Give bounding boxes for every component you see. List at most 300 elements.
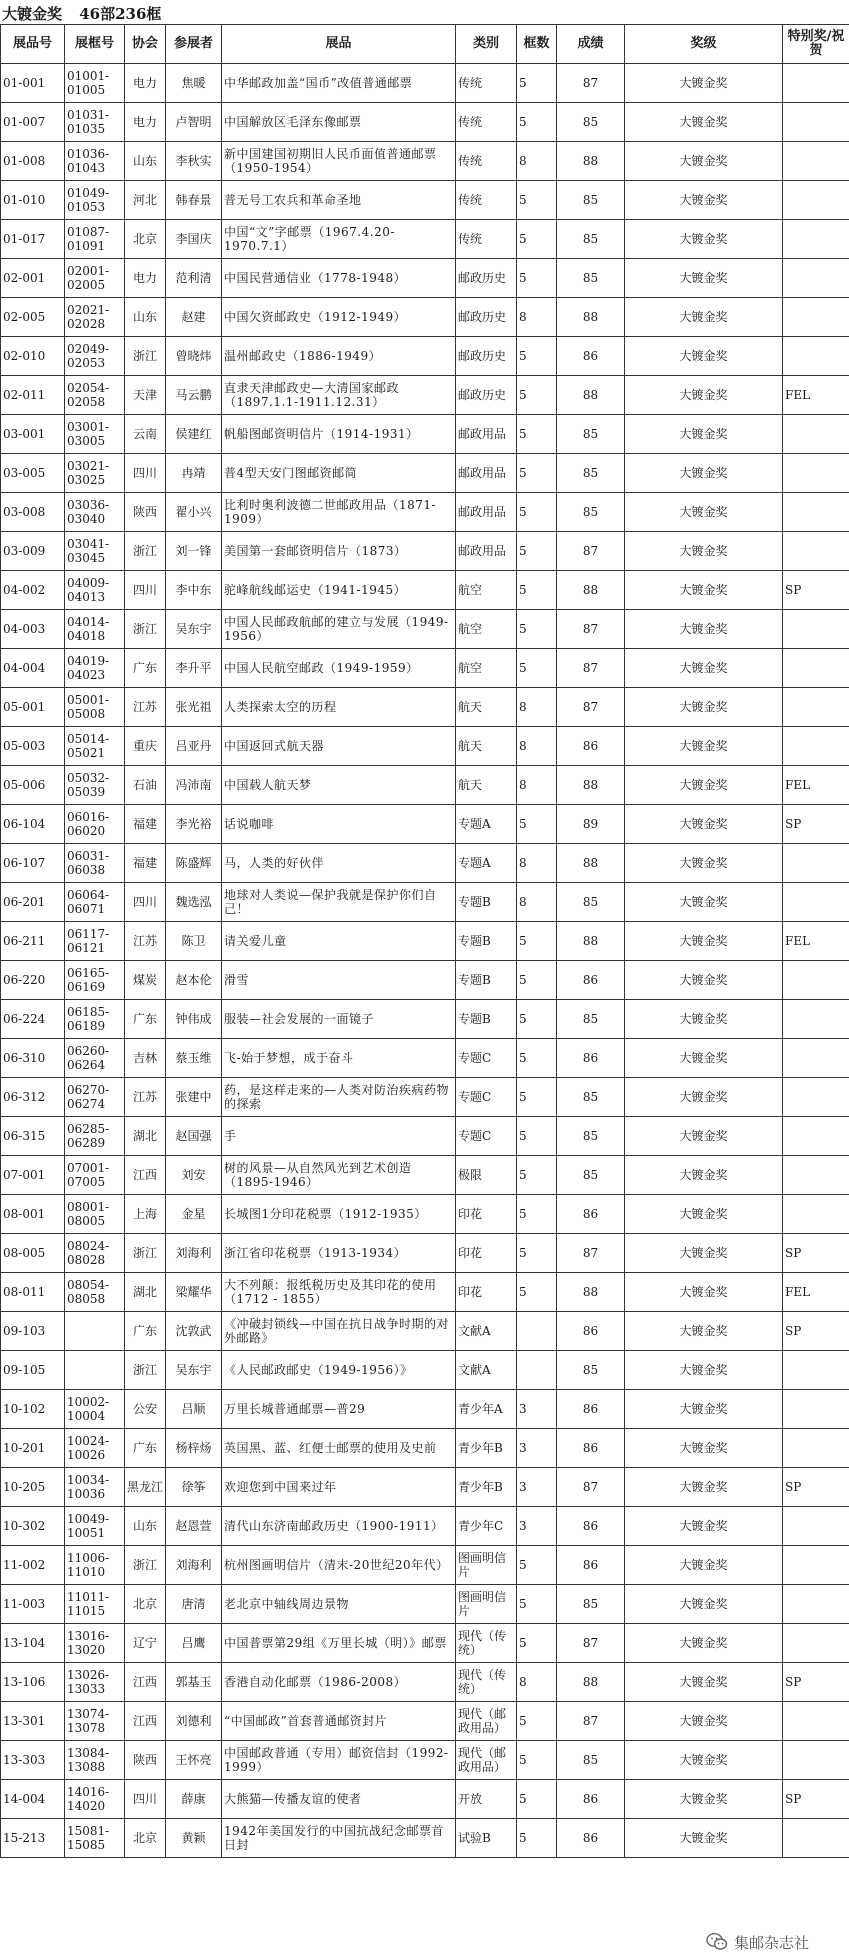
table-row xyxy=(1,1429,849,1468)
cell-award: 大镀金奖 xyxy=(625,805,783,844)
cell-exhibit: 普无号工农兵和革命圣地 xyxy=(222,181,456,220)
cell-exhibit-no: 13-303 xyxy=(1,1741,65,1780)
cell-association: 福建 xyxy=(125,805,166,844)
cell-category: 邮政用品 xyxy=(456,415,517,454)
cell-exhibit: 大熊猫—传播友谊的使者 xyxy=(222,1780,456,1819)
cell-exhibit: 万里长城普通邮票—普29 xyxy=(222,1390,456,1429)
cell-exhibit-no: 02-011 xyxy=(1,376,65,415)
cell-frame-count: 8 xyxy=(517,883,557,922)
cell-exhibit-no: 05-001 xyxy=(1,688,65,727)
cell-special: SP xyxy=(783,1234,849,1273)
table-row xyxy=(1,571,849,610)
cell-exhibit: 地球对人类说—保护我就是保护你们自己！ xyxy=(222,883,456,922)
cell-award: 大镀金奖 xyxy=(625,844,783,883)
cell-exhibit: 中国普票第29组《万里长城（明）》邮票 xyxy=(222,1624,456,1663)
cell-exhibitor: 吴东宇 xyxy=(166,610,222,649)
cell-exhibitor: 侯建红 xyxy=(166,415,222,454)
cell-category: 航空 xyxy=(456,649,517,688)
cell-association: 北京 xyxy=(125,1585,166,1624)
cell-exhibit: 温州邮政史（1886-1949） xyxy=(222,337,456,376)
cell-special xyxy=(783,1078,849,1117)
cell-association: 山东 xyxy=(125,1507,166,1546)
cell-association: 四川 xyxy=(125,454,166,493)
cell-frame-no: 03021-03025 xyxy=(65,454,125,493)
cell-frame-no xyxy=(65,1312,125,1351)
cell-exhibitor: 卢智明 xyxy=(166,103,222,142)
cell-special xyxy=(783,1819,849,1858)
cell-score: 87 xyxy=(557,532,625,571)
cell-special xyxy=(783,1390,849,1429)
header-special: 特别奖/祝贺 xyxy=(783,25,849,64)
cell-award: 大镀金奖 xyxy=(625,1624,783,1663)
cell-score: 86 xyxy=(557,1195,625,1234)
cell-association: 广东 xyxy=(125,649,166,688)
cell-frame-no: 07001-07005 xyxy=(65,1156,125,1195)
cell-frame-no: 01036-01043 xyxy=(65,142,125,181)
cell-frame-no: 02021-02028 xyxy=(65,298,125,337)
cell-frame-count: 8 xyxy=(517,727,557,766)
cell-category: 专题B xyxy=(456,1000,517,1039)
cell-award: 大镀金奖 xyxy=(625,1819,783,1858)
cell-category: 印花 xyxy=(456,1195,517,1234)
cell-association: 福建 xyxy=(125,844,166,883)
cell-category: 邮政历史 xyxy=(456,298,517,337)
cell-score: 88 xyxy=(557,376,625,415)
cell-score: 86 xyxy=(557,1312,625,1351)
cell-special: FEL xyxy=(783,1273,849,1312)
cell-category: 青少年B xyxy=(456,1429,517,1468)
wechat-icon xyxy=(706,1932,728,1952)
table-row xyxy=(1,1585,849,1624)
cell-exhibit-no: 10-205 xyxy=(1,1468,65,1507)
table-row xyxy=(1,844,849,883)
cell-category: 航天 xyxy=(456,688,517,727)
cell-exhibit: 长城图1分印花税票（1912-1935） xyxy=(222,1195,456,1234)
cell-exhibit: 中华邮政加盖“国币”改值普通邮票 xyxy=(222,64,456,103)
cell-frame-count: 3 xyxy=(517,1468,557,1507)
cell-frame-count: 5 xyxy=(517,259,557,298)
cell-special: SP xyxy=(783,805,849,844)
table-row xyxy=(1,883,849,922)
cell-exhibit: 普4型天安门图邮资邮简 xyxy=(222,454,456,493)
header-exhibit: 展品 xyxy=(222,25,456,64)
cell-award: 大镀金奖 xyxy=(625,220,783,259)
cell-frame-no: 05032-05039 xyxy=(65,766,125,805)
cell-exhibitor: 赵建 xyxy=(166,298,222,337)
cell-score: 85 xyxy=(557,1156,625,1195)
cell-exhibit-no: 03-008 xyxy=(1,493,65,532)
cell-exhibit-no: 13-106 xyxy=(1,1663,65,1702)
table-row xyxy=(1,1273,849,1312)
cell-exhibitor: 张建中 xyxy=(166,1078,222,1117)
cell-exhibit-no: 07-001 xyxy=(1,1156,65,1195)
cell-special xyxy=(783,610,849,649)
cell-association: 云南 xyxy=(125,415,166,454)
cell-exhibit-no: 11-003 xyxy=(1,1585,65,1624)
cell-special xyxy=(783,298,849,337)
cell-frame-count: 5 xyxy=(517,1585,557,1624)
cell-exhibit-no: 06-310 xyxy=(1,1039,65,1078)
table-row xyxy=(1,1156,849,1195)
cell-exhibitor: 赵恩萱 xyxy=(166,1507,222,1546)
cell-exhibit: 英国黑、蓝、红便士邮票的使用及史前 xyxy=(222,1429,456,1468)
cell-exhibit-no: 06-220 xyxy=(1,961,65,1000)
awards-table xyxy=(0,24,849,1858)
cell-score: 87 xyxy=(557,1702,625,1741)
cell-association: 四川 xyxy=(125,883,166,922)
cell-association: 北京 xyxy=(125,220,166,259)
table-row xyxy=(1,1819,849,1858)
cell-frame-no: 10024-10026 xyxy=(65,1429,125,1468)
cell-frame-no: 10049-10051 xyxy=(65,1507,125,1546)
header-award: 奖级 xyxy=(625,25,783,64)
cell-frame-count: 5 xyxy=(517,961,557,1000)
cell-special: FEL xyxy=(783,766,849,805)
table-row xyxy=(1,415,849,454)
table-row xyxy=(1,532,849,571)
table-row xyxy=(1,1663,849,1702)
cell-exhibit-no: 03-005 xyxy=(1,454,65,493)
cell-award: 大镀金奖 xyxy=(625,610,783,649)
cell-category: 邮政历史 xyxy=(456,259,517,298)
cell-special: FEL xyxy=(783,376,849,415)
cell-award: 大镀金奖 xyxy=(625,1312,783,1351)
cell-frame-count: 8 xyxy=(517,688,557,727)
cell-exhibitor: 沈敦武 xyxy=(166,1312,222,1351)
cell-special xyxy=(783,1507,849,1546)
cell-score: 87 xyxy=(557,649,625,688)
cell-frame-count: 8 xyxy=(517,142,557,181)
cell-exhibitor: 陈盛辉 xyxy=(166,844,222,883)
cell-frame-count: 5 xyxy=(517,454,557,493)
cell-category: 专题B xyxy=(456,961,517,1000)
cell-score: 85 xyxy=(557,493,625,532)
cell-exhibit: 香港自动化邮票（1986-2008） xyxy=(222,1663,456,1702)
cell-exhibitor: 刘德利 xyxy=(166,1702,222,1741)
cell-exhibitor: 李国庆 xyxy=(166,220,222,259)
cell-frame-no: 15081-15085 xyxy=(65,1819,125,1858)
cell-exhibit-no: 06-224 xyxy=(1,1000,65,1039)
cell-association: 电力 xyxy=(125,103,166,142)
cell-exhibit: 驼峰航线邮运史（1941-1945） xyxy=(222,571,456,610)
cell-special xyxy=(783,532,849,571)
cell-association: 广东 xyxy=(125,1000,166,1039)
cell-award: 大镀金奖 xyxy=(625,103,783,142)
table-row xyxy=(1,493,849,532)
cell-score: 86 xyxy=(557,1819,625,1858)
cell-frame-count: 5 xyxy=(517,805,557,844)
table-row xyxy=(1,1234,849,1273)
cell-category: 航空 xyxy=(456,610,517,649)
cell-frame-count: 5 xyxy=(517,1156,557,1195)
cell-category: 专题A xyxy=(456,805,517,844)
cell-frame-no: 05001-05008 xyxy=(65,688,125,727)
cell-exhibitor: 焦暖 xyxy=(166,64,222,103)
cell-special xyxy=(783,1702,849,1741)
cell-exhibit: 药，是这样走来的—人类对防治疾病药物的探索 xyxy=(222,1078,456,1117)
cell-frame-count: 5 xyxy=(517,532,557,571)
cell-exhibitor: 吕顺 xyxy=(166,1390,222,1429)
cell-exhibitor: 翟小兴 xyxy=(166,493,222,532)
cell-award: 大镀金奖 xyxy=(625,1585,783,1624)
cell-frame-no: 06031-06038 xyxy=(65,844,125,883)
cell-award: 大镀金奖 xyxy=(625,1039,783,1078)
cell-award: 大镀金奖 xyxy=(625,1000,783,1039)
cell-exhibitor: 马云鹏 xyxy=(166,376,222,415)
cell-score: 85 xyxy=(557,1351,625,1390)
cell-special xyxy=(783,649,849,688)
cell-frame-count: 5 xyxy=(517,1078,557,1117)
cell-special: SP xyxy=(783,1663,849,1702)
cell-frame-no xyxy=(65,1351,125,1390)
cell-frame-no: 05014-05021 xyxy=(65,727,125,766)
cell-exhibit-no: 04-002 xyxy=(1,571,65,610)
cell-special xyxy=(783,415,849,454)
cell-special xyxy=(783,1741,849,1780)
cell-exhibit: 中国载人航天梦 xyxy=(222,766,456,805)
cell-association: 陕西 xyxy=(125,493,166,532)
cell-association: 广东 xyxy=(125,1429,166,1468)
cell-score: 86 xyxy=(557,1546,625,1585)
header-exhibit-no: 展品号 xyxy=(1,25,65,64)
cell-exhibit-no: 04-003 xyxy=(1,610,65,649)
cell-category: 青少年C xyxy=(456,1507,517,1546)
cell-exhibit: 老北京中轴线周边景物 xyxy=(222,1585,456,1624)
cell-frame-no: 08001-08005 xyxy=(65,1195,125,1234)
cell-association: 河北 xyxy=(125,181,166,220)
cell-special xyxy=(783,64,849,103)
cell-association: 江西 xyxy=(125,1702,166,1741)
cell-association: 四川 xyxy=(125,571,166,610)
cell-award: 大镀金奖 xyxy=(625,64,783,103)
cell-exhibit-no: 15-213 xyxy=(1,1819,65,1858)
table-row xyxy=(1,649,849,688)
cell-score: 87 xyxy=(557,1468,625,1507)
cell-score: 85 xyxy=(557,415,625,454)
cell-special xyxy=(783,1351,849,1390)
cell-frame-count xyxy=(517,1312,557,1351)
cell-score: 86 xyxy=(557,1390,625,1429)
cell-special: SP xyxy=(783,571,849,610)
cell-award: 大镀金奖 xyxy=(625,1390,783,1429)
cell-exhibitor: 蔡玉维 xyxy=(166,1039,222,1078)
table-row xyxy=(1,1195,849,1234)
cell-exhibitor: 曾晓炜 xyxy=(166,337,222,376)
cell-frame-count: 5 xyxy=(517,610,557,649)
cell-exhibit: 美国第一套邮资明信片（1873） xyxy=(222,532,456,571)
cell-score: 87 xyxy=(557,1234,625,1273)
cell-special xyxy=(783,181,849,220)
cell-exhibit: 滑雪 xyxy=(222,961,456,1000)
cell-special xyxy=(783,727,849,766)
cell-association: 黑龙江 xyxy=(125,1468,166,1507)
cell-frame-no: 10002-10004 xyxy=(65,1390,125,1429)
cell-exhibit: 服装—社会发展的一面镜子 xyxy=(222,1000,456,1039)
cell-score: 87 xyxy=(557,610,625,649)
cell-score: 85 xyxy=(557,259,625,298)
cell-award: 大镀金奖 xyxy=(625,142,783,181)
table-row xyxy=(1,259,849,298)
cell-category: 现代（传统） xyxy=(456,1663,517,1702)
cell-frame-count: 8 xyxy=(517,298,557,337)
cell-category: 航天 xyxy=(456,727,517,766)
table-row xyxy=(1,610,849,649)
cell-category: 专题C xyxy=(456,1117,517,1156)
cell-exhibit-no: 01-017 xyxy=(1,220,65,259)
cell-frame-no: 04009-04013 xyxy=(65,571,125,610)
cell-award: 大镀金奖 xyxy=(625,1195,783,1234)
cell-award: 大镀金奖 xyxy=(625,649,783,688)
cell-award: 大镀金奖 xyxy=(625,1429,783,1468)
cell-association: 电力 xyxy=(125,64,166,103)
cell-frame-no: 06185-06189 xyxy=(65,1000,125,1039)
watermark xyxy=(706,1928,809,1956)
cell-frame-count: 5 xyxy=(517,649,557,688)
cell-special xyxy=(783,1039,849,1078)
cell-frame-no: 01049-01053 xyxy=(65,181,125,220)
cell-exhibitor: 刘海利 xyxy=(166,1546,222,1585)
cell-frame-count: 5 xyxy=(517,337,557,376)
cell-category: 文献A xyxy=(456,1312,517,1351)
cell-special xyxy=(783,1195,849,1234)
cell-category: 文献A xyxy=(456,1351,517,1390)
cell-exhibitor: 魏选泓 xyxy=(166,883,222,922)
cell-exhibit: 树的风景—从自然风光到艺术创造（1895-1946） xyxy=(222,1156,456,1195)
header-association: 协会 xyxy=(125,25,166,64)
cell-score: 85 xyxy=(557,1585,625,1624)
cell-category: 邮政用品 xyxy=(456,454,517,493)
table-row xyxy=(1,142,849,181)
cell-special xyxy=(783,688,849,727)
cell-category: 专题B xyxy=(456,922,517,961)
cell-exhibitor: 冯沛南 xyxy=(166,766,222,805)
cell-frame-no: 08024-08028 xyxy=(65,1234,125,1273)
cell-award: 大镀金奖 xyxy=(625,727,783,766)
cell-exhibitor: 李中东 xyxy=(166,571,222,610)
cell-special xyxy=(783,259,849,298)
title-text: 大镀金奖 xyxy=(2,5,63,23)
cell-exhibit: 中国“文”字邮票（1967.4.20-1970.7.1） xyxy=(222,220,456,259)
cell-frame-count: 8 xyxy=(517,844,557,883)
cell-exhibitor: 韩春景 xyxy=(166,181,222,220)
cell-score: 85 xyxy=(557,181,625,220)
cell-exhibitor: 刘安 xyxy=(166,1156,222,1195)
cell-exhibit: 《人民邮政邮史（1949-1956）》 xyxy=(222,1351,456,1390)
cell-exhibit: 人类探索太空的历程 xyxy=(222,688,456,727)
cell-exhibit: 请关爱儿童 xyxy=(222,922,456,961)
cell-association: 吉林 xyxy=(125,1039,166,1078)
cell-frame-no: 02049-02053 xyxy=(65,337,125,376)
header-score: 成绩 xyxy=(557,25,625,64)
cell-score: 86 xyxy=(557,1780,625,1819)
cell-association: 江西 xyxy=(125,1663,166,1702)
cell-category: 试验B xyxy=(456,1819,517,1858)
title-count: 46部236框 xyxy=(79,5,162,23)
cell-award: 大镀金奖 xyxy=(625,922,783,961)
table-row xyxy=(1,1468,849,1507)
cell-association: 天津 xyxy=(125,376,166,415)
table-row xyxy=(1,961,849,1000)
cell-frame-count: 5 xyxy=(517,220,557,259)
cell-frame-no: 10034-10036 xyxy=(65,1468,125,1507)
cell-frame-count: 5 xyxy=(517,1273,557,1312)
table-row xyxy=(1,454,849,493)
cell-score: 88 xyxy=(557,1663,625,1702)
table-row xyxy=(1,181,849,220)
cell-exhibit: 中国邮政普通（专用）邮资信封（1992-1999） xyxy=(222,1741,456,1780)
cell-frame-count: 8 xyxy=(517,1663,557,1702)
cell-exhibit-no: 06-201 xyxy=(1,883,65,922)
page-title xyxy=(2,2,161,26)
cell-award: 大镀金奖 xyxy=(625,454,783,493)
cell-exhibitor: 张光祖 xyxy=(166,688,222,727)
cell-award: 大镀金奖 xyxy=(625,1273,783,1312)
cell-exhibit-no: 06-312 xyxy=(1,1078,65,1117)
cell-special xyxy=(783,220,849,259)
watermark-text: 集邮杂志社 xyxy=(733,1933,809,1952)
cell-exhibitor: 吴东宇 xyxy=(166,1351,222,1390)
cell-frame-count: 5 xyxy=(517,1546,557,1585)
cell-exhibit-no: 06-211 xyxy=(1,922,65,961)
cell-score: 88 xyxy=(557,766,625,805)
cell-exhibit: 中国解放区毛泽东像邮票 xyxy=(222,103,456,142)
cell-category: 图画明信片 xyxy=(456,1585,517,1624)
cell-exhibitor: 刘一锋 xyxy=(166,532,222,571)
cell-frame-count: 5 xyxy=(517,1234,557,1273)
cell-frame-count: 5 xyxy=(517,415,557,454)
cell-award: 大镀金奖 xyxy=(625,259,783,298)
cell-frame-no: 03041-03045 xyxy=(65,532,125,571)
cell-exhibit: 大不列颠：报纸税历史及其印花的使用（1712 - 1855） xyxy=(222,1273,456,1312)
cell-award: 大镀金奖 xyxy=(625,298,783,337)
cell-exhibit: 《冲破封锁线—中国在抗日战争时期的对外邮路》 xyxy=(222,1312,456,1351)
table-row xyxy=(1,766,849,805)
cell-exhibitor: 李秋实 xyxy=(166,142,222,181)
table-row xyxy=(1,1702,849,1741)
cell-award: 大镀金奖 xyxy=(625,1117,783,1156)
table-row xyxy=(1,922,849,961)
cell-category: 现代（邮政用品） xyxy=(456,1741,517,1780)
cell-category: 极限 xyxy=(456,1156,517,1195)
cell-category: 传统 xyxy=(456,220,517,259)
cell-score: 88 xyxy=(557,922,625,961)
cell-category: 传统 xyxy=(456,103,517,142)
table-row xyxy=(1,1078,849,1117)
cell-exhibit-no: 01-008 xyxy=(1,142,65,181)
cell-award: 大镀金奖 xyxy=(625,883,783,922)
cell-frame-no: 06270-06274 xyxy=(65,1078,125,1117)
cell-association: 江苏 xyxy=(125,1078,166,1117)
cell-frame-count: 5 xyxy=(517,103,557,142)
cell-category: 邮政历史 xyxy=(456,337,517,376)
cell-score: 85 xyxy=(557,1000,625,1039)
cell-frame-no: 02001-02005 xyxy=(65,259,125,298)
cell-award: 大镀金奖 xyxy=(625,1156,783,1195)
cell-award: 大镀金奖 xyxy=(625,1468,783,1507)
cell-award: 大镀金奖 xyxy=(625,1078,783,1117)
cell-special xyxy=(783,1624,849,1663)
cell-score: 87 xyxy=(557,1624,625,1663)
cell-exhibit: “中国邮政”首套普通邮资封片 xyxy=(222,1702,456,1741)
table-row xyxy=(1,220,849,259)
cell-exhibit: 中国人民航空邮政（1949-1959） xyxy=(222,649,456,688)
cell-exhibit-no: 08-005 xyxy=(1,1234,65,1273)
cell-frame-count: 5 xyxy=(517,1741,557,1780)
cell-association: 山东 xyxy=(125,298,166,337)
cell-category: 专题C xyxy=(456,1078,517,1117)
cell-exhibitor: 王怀亮 xyxy=(166,1741,222,1780)
table-row xyxy=(1,103,849,142)
